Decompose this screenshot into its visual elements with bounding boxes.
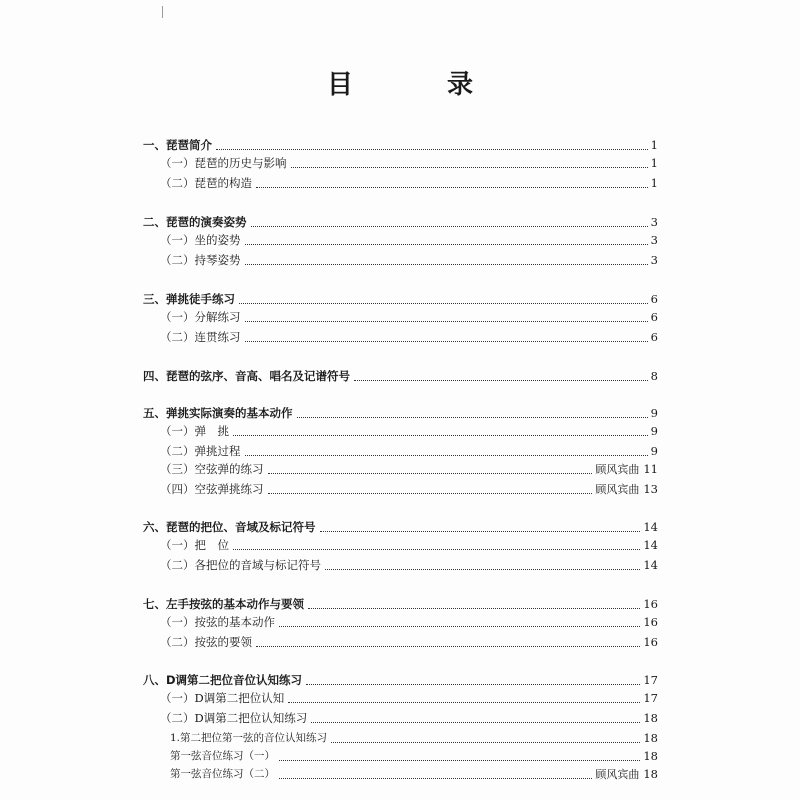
page-number: 1: [650, 156, 658, 170]
page-number: 18: [643, 767, 658, 781]
page-number: 16: [643, 635, 658, 649]
section-title: 七、左手按弦的基本动作与要领: [143, 597, 304, 611]
toc-entry: [143, 596, 658, 613]
page-number: 6: [650, 292, 658, 306]
toc-entry: [170, 730, 658, 747]
composer-note: 顾风宾曲: [595, 463, 640, 476]
composer-note: 顾风宾曲: [595, 483, 640, 496]
subsection-title: （一）D调第二把位认知: [160, 691, 285, 705]
page-number: 3: [650, 233, 658, 247]
dot-leader: [256, 646, 640, 647]
dot-leader: [279, 760, 640, 761]
dot-leader: [306, 684, 640, 685]
section-title: 六、琵琶的把位、音域及标记符号: [143, 520, 316, 534]
dot-leader: [331, 742, 640, 743]
page-number: 11: [643, 462, 658, 476]
dot-leader: [354, 380, 648, 381]
dot-leader: [256, 187, 648, 188]
page-number: 18: [643, 711, 658, 725]
toc-entry: [160, 690, 658, 707]
dot-leader: [245, 244, 648, 245]
toc-entry: [160, 155, 658, 172]
page-number: 13: [643, 482, 658, 496]
subsection-title: （一）按弦的基本动作: [160, 615, 275, 629]
page-number: 14: [643, 558, 658, 572]
toc-entry: [160, 423, 658, 440]
page-number: 9: [650, 444, 658, 458]
page-number: 3: [650, 215, 658, 229]
page-number: 17: [643, 673, 658, 687]
section-title: 一、琵琶简介: [143, 138, 212, 152]
toc-entry: [160, 461, 658, 478]
section-title: 八、D调第二把位音位认知练习: [143, 673, 303, 687]
subsection-title: 1.第二把位第一弦的音位认知练习: [170, 732, 328, 744]
dot-leader: [233, 549, 640, 550]
toc-entry: [143, 214, 658, 231]
dot-leader: [216, 149, 648, 150]
page-number: 1: [650, 176, 658, 190]
dot-leader: [245, 264, 648, 265]
section-title: 二、琵琶的演奏姿势: [143, 215, 247, 229]
dot-leader: [245, 321, 648, 322]
page-number: 6: [650, 310, 658, 324]
page-number: 16: [643, 597, 658, 611]
toc-entry: [143, 672, 658, 689]
toc-entry: [143, 368, 658, 385]
toc-entry: [160, 537, 658, 554]
subsection-title: （一）琵琶的历史与影响: [160, 156, 287, 170]
dot-leader: [239, 303, 648, 304]
dot-leader: [245, 455, 648, 456]
toc-entry: [160, 634, 658, 651]
dot-leader: [233, 435, 648, 436]
page-number: 14: [643, 520, 658, 534]
toc-entry: [160, 443, 658, 460]
page-number: 3: [650, 253, 658, 267]
toc-entry: [160, 710, 658, 727]
page-number: 8: [650, 369, 658, 383]
subsection-title: （一）弹 挑: [160, 424, 229, 438]
subsection-title: （二）琵琶的构造: [160, 176, 252, 190]
dot-leader: [279, 778, 592, 779]
page-number: 9: [650, 424, 658, 438]
dot-leader: [268, 473, 593, 474]
toc-entry: [160, 557, 658, 574]
page-number: 1: [650, 138, 658, 152]
toc-entry: [143, 519, 658, 536]
page-number: 14: [643, 538, 658, 552]
subsection-title: （二）连贯练习: [160, 330, 241, 344]
dot-leader: [288, 702, 640, 703]
dot-leader: [311, 722, 640, 723]
dot-leader: [320, 531, 641, 532]
toc-entry: [160, 252, 658, 269]
toc-entry: [143, 137, 658, 154]
dot-leader: [291, 167, 648, 168]
section-title: 四、琵琶的弦序、音高、唱名及记谱符号: [143, 369, 350, 383]
page-number: 17: [643, 691, 658, 705]
toc-entry: [160, 614, 658, 631]
subsection-title: 第一弦音位练习（一）: [170, 750, 275, 762]
toc-entry: [143, 291, 658, 308]
dot-leader: [251, 226, 648, 227]
toc-entry: [160, 175, 658, 192]
page-number: 18: [643, 749, 658, 763]
subsection-title: 第一弦音位练习（二）: [170, 768, 275, 780]
subsection-title: （一）把 位: [160, 538, 229, 552]
page-number: 16: [643, 615, 658, 629]
subsection-title: （一）分解练习: [160, 310, 241, 324]
toc-entry: [170, 748, 658, 765]
page-title: 目 录: [326, 70, 507, 100]
composer-note: 顾风宾曲: [595, 768, 640, 781]
subsection-title: （二）按弦的要领: [160, 635, 252, 649]
page-number: 6: [650, 330, 658, 344]
subsection-title: （一）坐的姿势: [160, 233, 241, 247]
toc-entry: [170, 766, 658, 783]
dot-leader: [279, 626, 640, 627]
toc-entry: [143, 405, 658, 422]
page-number: 18: [643, 731, 658, 745]
subsection-title: （四）空弦弹挑练习: [160, 482, 264, 496]
subsection-title: （二）D调第二把位认知练习: [160, 711, 308, 725]
toc-entry: [160, 329, 658, 346]
dot-leader: [325, 569, 640, 570]
subsection-title: （二）持琴姿势: [160, 253, 241, 267]
page-number: 9: [650, 406, 658, 420]
dot-leader: [268, 493, 593, 494]
dot-leader: [297, 417, 648, 418]
subsection-title: （二）弹挑过程: [160, 444, 241, 458]
subsection-title: （二）各把位的音域与标记符号: [160, 558, 321, 572]
toc-entry: [160, 481, 658, 498]
dot-leader: [245, 341, 648, 342]
section-title: 五、弹挑实际演奏的基本动作: [143, 406, 293, 420]
dot-leader: [308, 608, 640, 609]
toc-entry: [160, 232, 658, 249]
section-title: 三、弹挑徒手练习: [143, 292, 235, 306]
toc-entry: [160, 309, 658, 326]
subsection-title: （三）空弦弹的练习: [160, 462, 264, 476]
